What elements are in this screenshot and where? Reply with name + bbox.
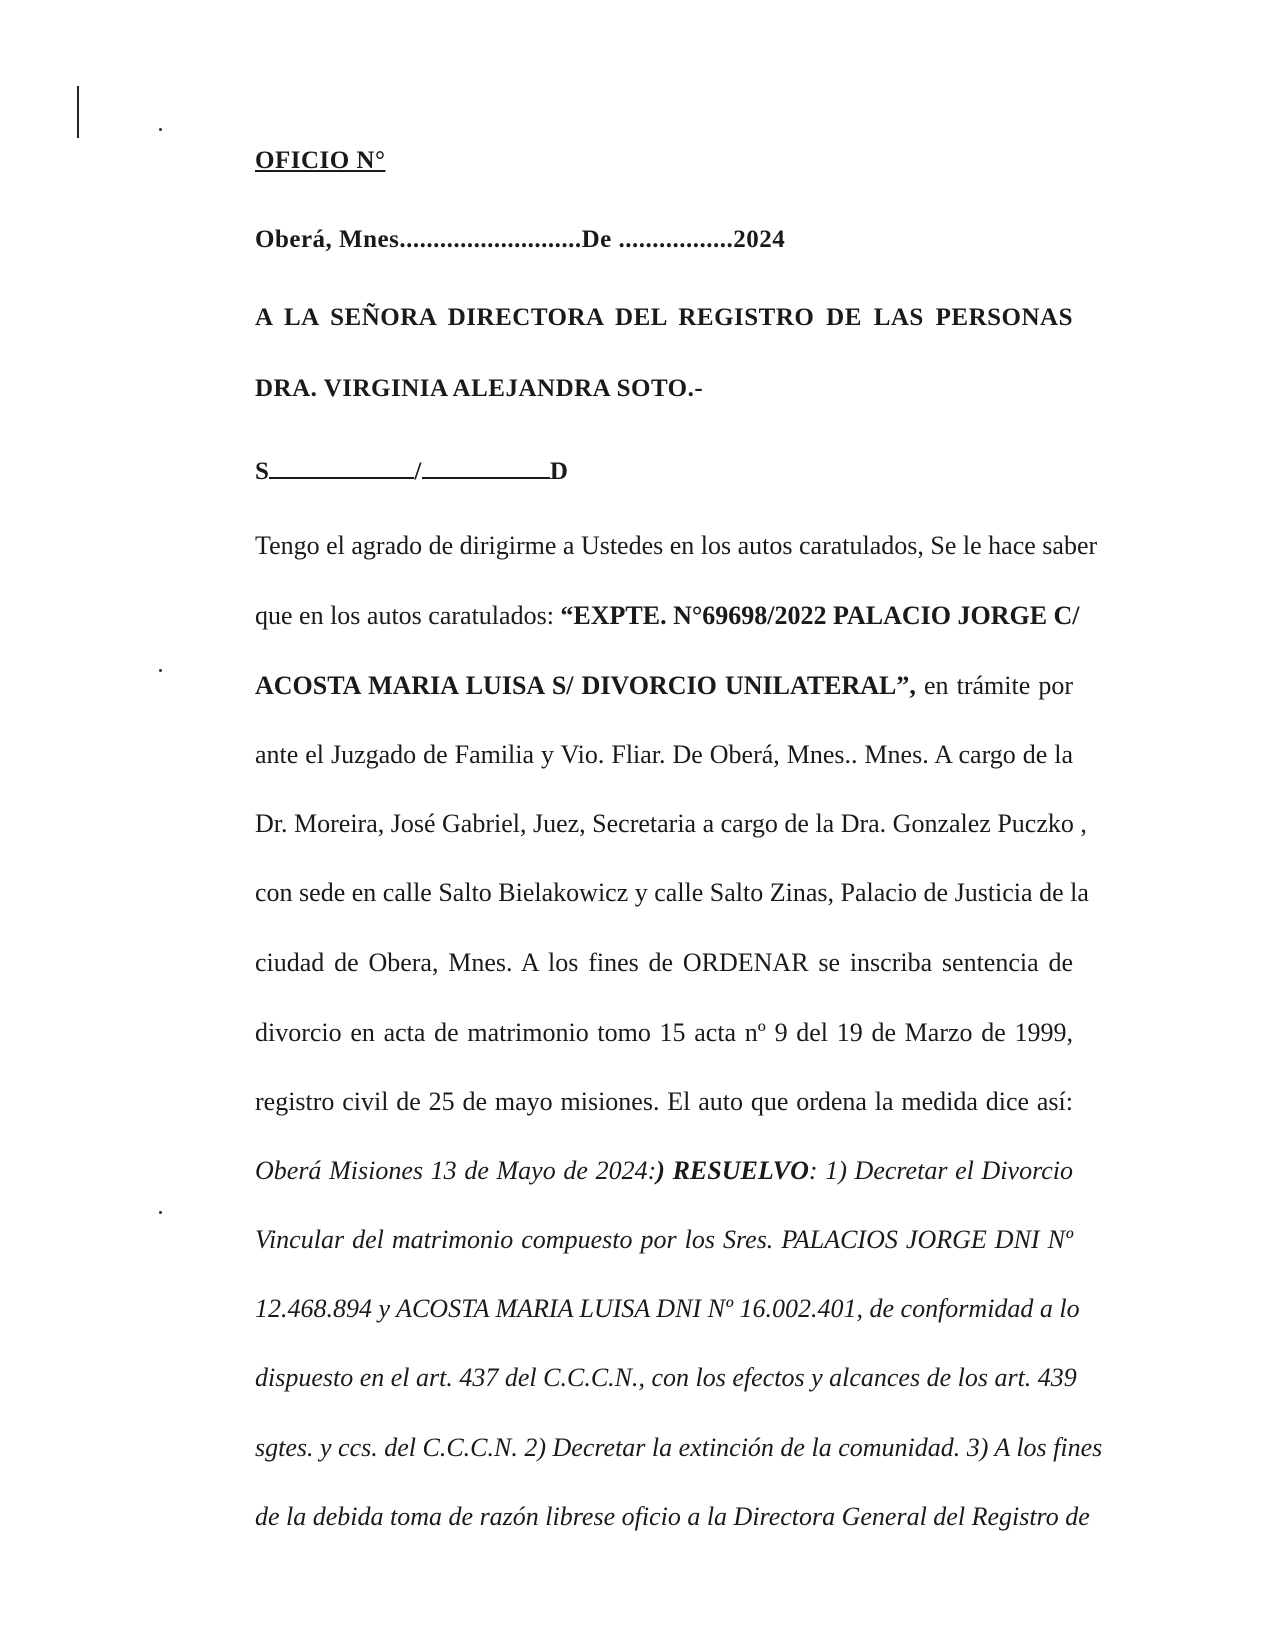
resuelvo-label: ) RESUELVO [656,1156,809,1185]
resolution-line-6: de la debida toma de razón librese oficio a la Directora General del Registro de [255,1502,1090,1531]
resolution-line-1 [255,1156,1073,1186]
body-line-5: Dr. Moreira, José Gabriel, Juez, Secretaria a cargo de la Dra. Gonzalez Puczko , [255,809,1087,838]
body-line-4: ante el Juzgado de Familia y Vio. Fliar. De Oberá, Mnes.. Mnes. A cargo de la [255,740,1073,769]
body-line-7: ciudad de Obera, Mnes. A los fines de ORDENAR se inscriba sentencia de [255,948,1073,977]
margin-mark [77,86,79,138]
case-title-part-2: ACOSTA MARIA LUISA S/ DIVORCIO UNILATERAL”, [255,671,916,700]
date-line: Oberá, Mnes...........................De .................2024 [255,226,786,253]
body-line-3 [255,671,1073,701]
case-title-part-1: “EXPTE. N°69698/2022 PALACIO JORGE C/ [560,601,1080,630]
scan-speck [159,1211,162,1214]
addressee-name: DRA. VIRGINIA ALEJANDRA SOTO.- [255,375,704,402]
addressee-line: A LA SEÑORA DIRECTORA DEL REGISTRO DE LAS PERSONAS [255,304,1073,331]
body-line-2-text: que en los autos caratulados: [255,601,561,630]
oficio-heading: OFICIO N° [255,147,386,174]
sd-blank-right [422,453,550,479]
resolution-line-3: 12.468.894 y ACOSTA MARIA LUISA DNI Nº 16.002.401, de conformidad a lo [255,1294,1080,1323]
resolution-line-4: dispuesto en el art. 437 del C.C.C.N., con los efectos y alcances de los art. 439 [255,1363,1077,1392]
resolution-text: : 1) Decretar el Divorcio [808,1156,1073,1185]
body-line-2 [255,601,1080,631]
resolution-date: Oberá Misiones 13 de Mayo de 2024: [255,1156,657,1185]
body-line-3-text: en trámite por [915,671,1073,700]
body-line-6: con sede en calle Salto Bielakowicz y calle Salto Zinas, Palacio de Justicia de la [255,878,1089,907]
sd-blank-left [269,453,414,479]
resolution-line-5: sgtes. y ccs. del C.C.C.N. 2) Decretar la extinción de la comunidad. 3) A los fines [255,1433,1103,1462]
body-line-8: divorcio en acta de matrimonio tomo 15 acta nº 9 del 19 de Marzo de 1999, [255,1018,1073,1047]
scan-speck [159,669,162,672]
sd-slash: / [414,458,422,485]
sd-d: D [549,458,569,485]
scan-speck [159,128,162,131]
resolution-line-2: Vincular del matrimonio compuesto por los Sres. PALACIOS JORGE DNI Nº [255,1225,1073,1254]
sd-line [255,453,1073,487]
body-line-9: registro civil de 25 de mayo misiones. El auto que ordena la medida dice así: [255,1087,1073,1116]
body-line-1: Tengo el agrado de dirigirme a Ustedes en los autos caratulados, Se le hace saber [255,531,1098,560]
sd-s: S [255,458,270,485]
